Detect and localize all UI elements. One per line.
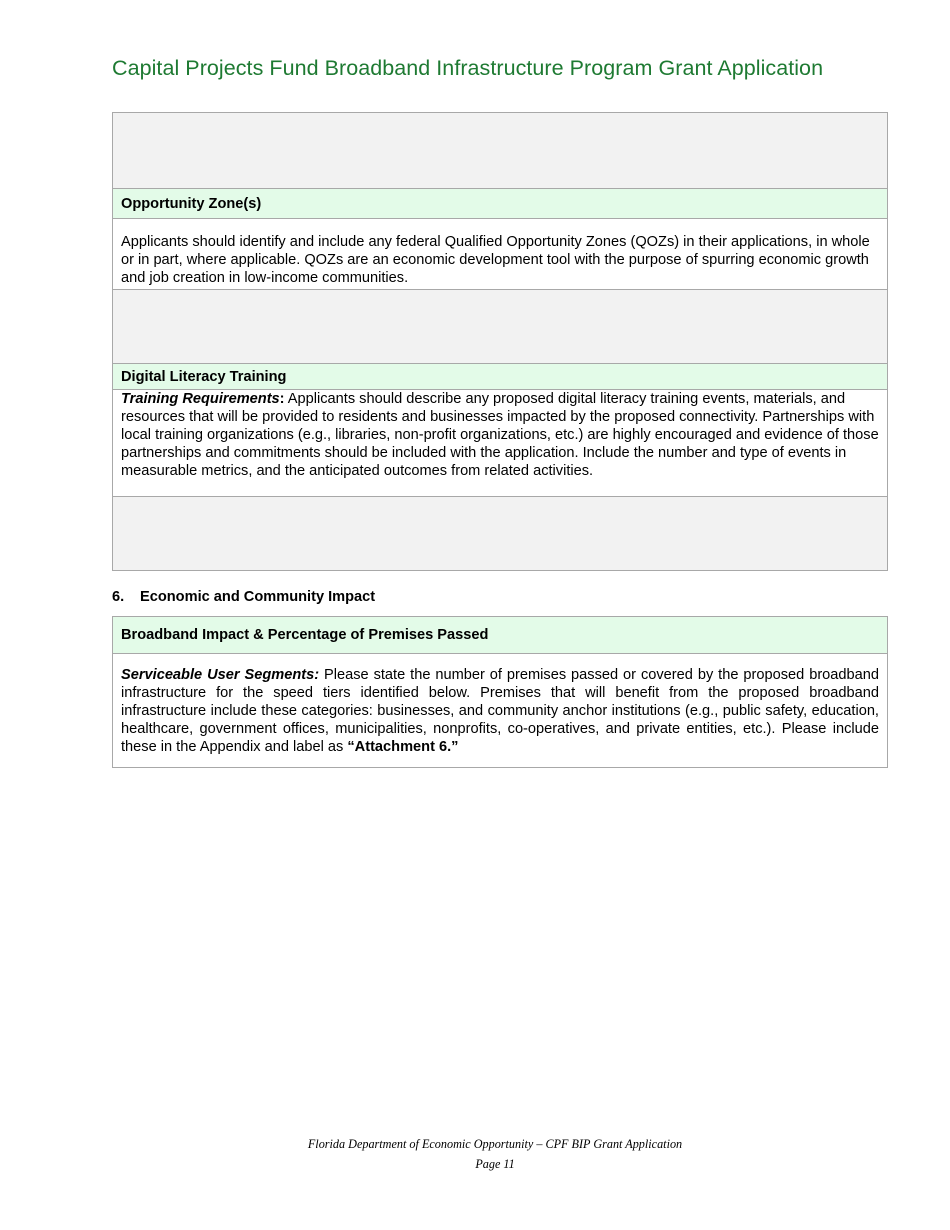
opportunity-zones-response-field[interactable] <box>113 290 887 364</box>
attachment-6-label: “Attachment 6.” <box>347 739 459 755</box>
digital-literacy-text: Applicants should describe any proposed digital literacy training events, materials, and resources that will be provided to residents and businesses impacted by the proposed connectivity. Partnerships with local training organizations (e.g., libraries, non-profit organizations, etc.) are highly encouraged and evidence of those partnerships and commitments should be included with the application. Include the number and type of events in measurable metrics, and the anticipated outcomes from related activities. <box>121 391 879 479</box>
document-title: Capital Projects Fund Broadband Infrastructure Program Grant Application <box>112 56 824 80</box>
broadband-impact-instructions <box>113 654 887 767</box>
digital-literacy-heading: Digital Literacy Training <box>121 368 287 385</box>
digital-literacy-header <box>113 364 887 390</box>
opportunity-zones-header <box>113 189 887 219</box>
application-table <box>112 112 888 571</box>
broadband-impact-header <box>113 617 887 654</box>
section-6-number: 6. <box>112 589 125 605</box>
footer-agency-line: Florida Department of Economic Opportunity – CPF BIP Grant Application <box>307 1137 683 1151</box>
training-requirements-colon: : <box>279 391 285 407</box>
section-6-title: Economic and Community Impact <box>140 589 376 605</box>
broadband-impact-table <box>112 616 888 768</box>
opportunity-zones-text: Applicants should identify and include any federal Qualified Opportunity Zones (QOZs) in their applications, in whole or in part, where applicable. QOZs are an economic development tool with the purpose of spurring economic growth and job creation in low-income communities. <box>121 234 870 286</box>
digital-literacy-instructions <box>113 390 887 497</box>
opportunity-zones-instructions <box>113 219 887 290</box>
serviceable-user-segments-label: Serviceable User Segments: <box>121 667 320 683</box>
training-requirements-label: Training Requirements <box>121 391 280 407</box>
response-field-previous[interactable] <box>113 113 887 189</box>
footer-page-number: Page 11 <box>475 1157 515 1171</box>
section-6-heading <box>112 589 375 605</box>
opportunity-zones-heading: Opportunity Zone(s) <box>121 195 262 212</box>
digital-literacy-response-field[interactable] <box>113 497 887 570</box>
broadband-impact-heading: Broadband Impact & Percentage of Premises Passed <box>121 627 489 643</box>
broadband-impact-text: Please state the number of premises passed or covered by the proposed broadband infrastructure for the speed tiers identified below. Premises that will benefit from the proposed broadband infrastructure include these categories: businesses, and community anchor institutions (e.g., public safety, education, healthcare, government offices, municipalities, nonprofits, co-operatives, and private entities, etc.). Please include these in the Appendix and label as <box>121 667 879 755</box>
